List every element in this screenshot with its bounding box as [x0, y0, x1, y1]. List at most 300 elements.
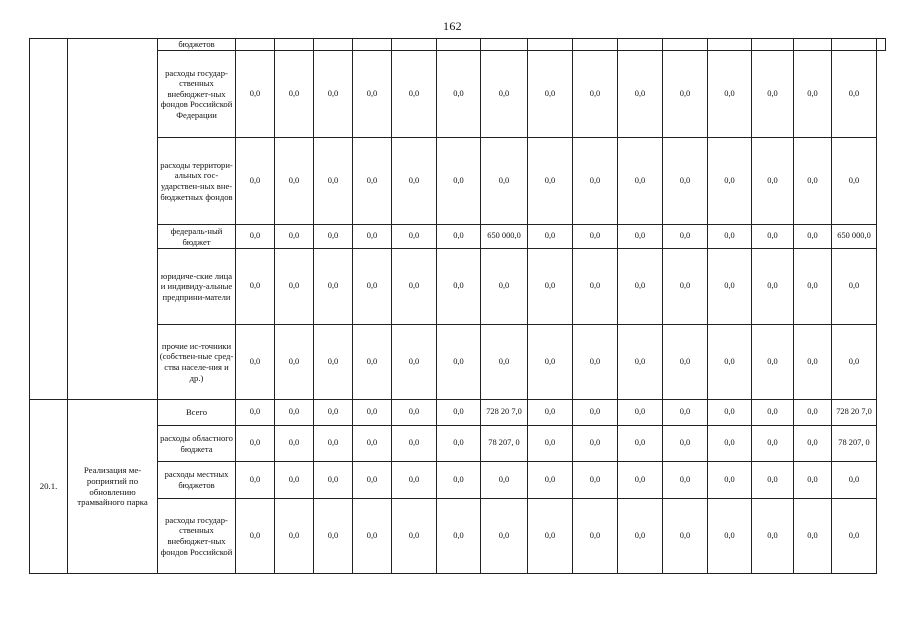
item-name-cell	[68, 39, 158, 400]
value-text: 0,0	[249, 281, 261, 291]
value-text: 0,0	[679, 407, 691, 417]
value-text: 0,0	[848, 281, 860, 291]
value-text: 0,0	[453, 231, 464, 241]
value-cell	[663, 138, 708, 225]
value-text: 0,0	[679, 88, 691, 98]
value-cell	[236, 225, 275, 249]
funding-source: прочие ис-точники (собствен-ные сред-ства населе-ния и др.)	[158, 325, 236, 400]
value-text: 0,0	[498, 530, 510, 540]
value-text: 650 000,0	[487, 231, 521, 241]
value-cell	[618, 51, 663, 138]
value-text: 0,0	[767, 438, 778, 448]
value-cell	[353, 225, 392, 249]
value-text: 0,0	[589, 356, 601, 366]
funding-source: расходы областного бюджета	[158, 426, 236, 462]
value-cell	[481, 138, 528, 225]
value-cell	[663, 400, 708, 426]
value-cell	[236, 462, 275, 499]
value-text: 0,0	[408, 356, 420, 366]
value-text: 0,0	[634, 356, 646, 366]
value-text: 0,0	[249, 88, 261, 98]
value-text: 0,0	[288, 438, 300, 448]
value-cell	[708, 249, 752, 325]
value-text: 0,0	[453, 407, 464, 417]
value-cell	[794, 325, 832, 400]
value-cell	[708, 39, 752, 51]
value-text: 78 207, 0	[488, 438, 520, 448]
item-name: Реализация ме-роприятий по обновлению трамвайного парка	[68, 400, 158, 574]
value-text: 0,0	[288, 88, 300, 98]
value-cell	[528, 325, 573, 400]
value-cell	[528, 400, 573, 426]
value-text: 0,0	[544, 231, 556, 241]
funding-source: бюджетов	[158, 39, 236, 51]
value-cell	[275, 225, 314, 249]
value-cell	[353, 51, 392, 138]
value-text: 0,0	[544, 438, 556, 448]
value-text: 0,0	[498, 175, 510, 185]
value-text: 0,0	[634, 231, 646, 241]
value-text: 0,0	[544, 175, 556, 185]
value-cell	[437, 51, 481, 138]
value-text: 0,0	[589, 438, 601, 448]
value-cell	[353, 325, 392, 400]
value-cell	[832, 325, 877, 400]
value-cell	[236, 249, 275, 325]
value-cell	[573, 249, 618, 325]
value-text: 728 20 7,0	[486, 407, 522, 417]
value-text: 0,0	[848, 88, 860, 98]
value-text: 0,0	[807, 281, 818, 291]
page-number: 162	[443, 19, 462, 33]
value-cell	[573, 499, 618, 574]
value-cell	[275, 400, 314, 426]
value-text: 0,0	[453, 175, 464, 185]
value-text: 0,0	[498, 474, 510, 484]
value-text: 0,0	[327, 356, 339, 366]
value-cell	[528, 462, 573, 499]
value-cell	[392, 462, 437, 499]
value-cell	[392, 325, 437, 400]
value-text: 0,0	[408, 175, 420, 185]
funding-source: юридиче-ские лица и индивиду-альные предприни-матели	[158, 249, 236, 325]
value-cell	[573, 138, 618, 225]
value-text: 0,0	[327, 281, 339, 291]
value-cell	[275, 499, 314, 574]
value-cell	[314, 325, 353, 400]
value-text: 0,0	[249, 231, 261, 241]
value-text: 0,0	[807, 356, 818, 366]
table-row	[30, 400, 886, 426]
value-text: 0,0	[634, 474, 646, 484]
value-cell	[708, 499, 752, 574]
value-cell	[752, 249, 794, 325]
table-row	[30, 325, 886, 400]
value-cell	[794, 400, 832, 426]
value-text: 0,0	[327, 88, 339, 98]
value-text: 0,0	[408, 231, 420, 241]
value-cell	[794, 39, 832, 51]
value-cell	[528, 499, 573, 574]
value-text: 0,0	[807, 88, 818, 98]
value-cell	[708, 462, 752, 499]
value-text: 0,0	[498, 356, 510, 366]
value-cell	[708, 400, 752, 426]
value-text: 0,0	[724, 175, 735, 185]
value-cell	[528, 249, 573, 325]
value-cell	[794, 225, 832, 249]
value-text: 0,0	[589, 231, 601, 241]
value-text: 0,0	[679, 175, 691, 185]
value-text: 0,0	[589, 175, 601, 185]
value-text: 0,0	[327, 407, 339, 417]
table-row	[30, 249, 886, 325]
value-text: 0,0	[724, 530, 735, 540]
funding-source: расходы государ-ственных внебюджет-ных фондов Российской	[158, 499, 236, 574]
value-text: 0,0	[589, 530, 601, 540]
funding-source: Всего	[158, 400, 236, 426]
value-text: 0,0	[589, 474, 601, 484]
value-cell	[618, 39, 663, 51]
value-cell	[663, 249, 708, 325]
value-text: 0,0	[634, 438, 646, 448]
value-cell	[752, 462, 794, 499]
value-text: 0,0	[767, 356, 778, 366]
value-text: 0,0	[288, 474, 300, 484]
value-cell	[236, 400, 275, 426]
value-text: 0,0	[589, 88, 601, 98]
value-text: 0,0	[249, 530, 261, 540]
value-text: 0,0	[767, 474, 778, 484]
value-text: 0,0	[498, 281, 510, 291]
value-cell	[353, 400, 392, 426]
value-cell	[275, 51, 314, 138]
value-text: 0,0	[634, 530, 646, 540]
value-text: 0,0	[544, 88, 556, 98]
value-text: 0,0	[366, 281, 378, 291]
value-cell	[314, 39, 353, 51]
value-cell	[832, 462, 877, 499]
value-cell	[437, 400, 481, 426]
value-text: 0,0	[498, 88, 510, 98]
value-text: 0,0	[848, 530, 860, 540]
table-row	[30, 499, 886, 574]
value-text: 0,0	[453, 88, 464, 98]
value-text: 0,0	[327, 231, 339, 241]
value-text: 0,0	[366, 407, 378, 417]
value-text: 0,0	[544, 474, 556, 484]
value-text: 0,0	[724, 474, 735, 484]
value-text: 0,0	[767, 281, 778, 291]
value-text: 0,0	[408, 281, 420, 291]
value-cell	[663, 499, 708, 574]
value-cell	[663, 51, 708, 138]
value-text: 0,0	[679, 231, 691, 241]
value-cell	[314, 462, 353, 499]
value-cell	[481, 426, 528, 462]
value-cell	[481, 325, 528, 400]
value-cell	[832, 400, 877, 426]
value-text: 0,0	[679, 474, 691, 484]
value-cell	[832, 499, 877, 574]
table-row	[30, 138, 886, 225]
value-cell	[752, 426, 794, 462]
value-cell	[877, 39, 886, 51]
value-cell	[353, 499, 392, 574]
value-cell	[832, 426, 877, 462]
value-text: 0,0	[366, 231, 378, 241]
value-text: 0,0	[327, 438, 339, 448]
value-cell	[832, 51, 877, 138]
value-text: 0,0	[679, 530, 691, 540]
value-cell	[832, 225, 877, 249]
value-cell	[708, 426, 752, 462]
funding-source: расходы государ-ственных внебюджет-ных фондов Российской Федерации	[158, 51, 236, 138]
value-cell	[392, 138, 437, 225]
value-text: 0,0	[288, 356, 300, 366]
value-cell	[528, 138, 573, 225]
value-text: 0,0	[679, 356, 691, 366]
value-cell	[392, 249, 437, 325]
value-cell	[618, 462, 663, 499]
table-row	[30, 39, 886, 51]
value-cell	[794, 462, 832, 499]
value-cell	[314, 249, 353, 325]
value-cell	[618, 400, 663, 426]
value-text: 728 20 7,0	[836, 407, 872, 417]
value-text: 0,0	[408, 474, 420, 484]
item-number: 20.1.	[30, 400, 68, 574]
value-cell	[708, 225, 752, 249]
value-cell	[528, 426, 573, 462]
value-cell	[708, 51, 752, 138]
value-cell	[392, 39, 437, 51]
value-cell	[481, 39, 528, 51]
value-cell	[573, 426, 618, 462]
value-cell	[573, 225, 618, 249]
table-row	[30, 426, 886, 462]
value-text: 0,0	[366, 530, 378, 540]
value-cell	[236, 51, 275, 138]
value-text: 0,0	[679, 281, 691, 291]
value-cell	[528, 51, 573, 138]
funding-source: федераль-ный бюджет	[158, 225, 236, 249]
value-cell	[618, 426, 663, 462]
continuation-rows	[30, 39, 886, 400]
value-text: 0,0	[807, 438, 818, 448]
value-text: 0,0	[408, 530, 420, 540]
value-text: 0,0	[807, 231, 818, 241]
value-text: 0,0	[453, 356, 464, 366]
value-text: 0,0	[366, 175, 378, 185]
value-cell	[392, 499, 437, 574]
value-cell	[314, 225, 353, 249]
value-text: 0,0	[724, 88, 735, 98]
value-text: 0,0	[366, 88, 378, 98]
value-cell	[752, 325, 794, 400]
value-cell	[752, 39, 794, 51]
value-text: 0,0	[589, 281, 601, 291]
value-text: 0,0	[288, 530, 300, 540]
value-text: 0,0	[288, 407, 300, 417]
value-text: 0,0	[366, 474, 378, 484]
value-cell	[392, 400, 437, 426]
value-text: 0,0	[848, 474, 860, 484]
table-row	[30, 462, 886, 499]
value-cell	[663, 225, 708, 249]
value-cell	[481, 51, 528, 138]
value-text: 78 207, 0	[838, 438, 870, 448]
value-cell	[663, 39, 708, 51]
value-cell	[481, 225, 528, 249]
value-cell	[314, 426, 353, 462]
section-20-1-rows	[30, 400, 886, 574]
value-text: 0,0	[848, 356, 860, 366]
value-cell	[618, 249, 663, 325]
value-cell	[794, 51, 832, 138]
value-text: 0,0	[544, 530, 556, 540]
value-text: 0,0	[288, 175, 300, 185]
value-cell	[481, 249, 528, 325]
value-cell	[832, 39, 877, 51]
value-cell	[573, 51, 618, 138]
value-text: 0,0	[249, 474, 261, 484]
value-cell	[437, 225, 481, 249]
value-cell	[437, 499, 481, 574]
value-text: 0,0	[249, 407, 261, 417]
value-text: 0,0	[366, 438, 378, 448]
table-row	[30, 51, 886, 138]
value-text: 0,0	[327, 175, 339, 185]
value-cell	[275, 325, 314, 400]
value-cell	[236, 499, 275, 574]
value-text: 0,0	[589, 407, 601, 417]
value-text: 0,0	[767, 407, 778, 417]
value-text: 0,0	[767, 88, 778, 98]
value-cell	[794, 426, 832, 462]
value-text: 0,0	[366, 356, 378, 366]
funding-source: расходы местных бюджетов	[158, 462, 236, 499]
value-cell	[573, 462, 618, 499]
value-cell	[437, 249, 481, 325]
value-cell	[353, 462, 392, 499]
value-cell	[236, 39, 275, 51]
value-text: 0,0	[679, 438, 691, 448]
value-cell	[573, 400, 618, 426]
value-cell	[752, 138, 794, 225]
value-cell	[794, 499, 832, 574]
value-text: 0,0	[807, 530, 818, 540]
value-text: 0,0	[767, 530, 778, 540]
value-text: 0,0	[767, 231, 778, 241]
value-cell	[708, 325, 752, 400]
value-cell	[314, 138, 353, 225]
value-cell	[437, 39, 481, 51]
value-cell	[353, 39, 392, 51]
value-text: 0,0	[453, 474, 464, 484]
value-cell	[832, 249, 877, 325]
value-text: 0,0	[453, 438, 464, 448]
value-cell	[663, 462, 708, 499]
value-text: 0,0	[408, 407, 420, 417]
value-text: 0,0	[544, 281, 556, 291]
value-text: 0,0	[848, 175, 860, 185]
value-cell	[618, 138, 663, 225]
value-text: 0,0	[634, 88, 646, 98]
value-text: 0,0	[288, 231, 300, 241]
value-text: 0,0	[288, 281, 300, 291]
value-cell	[752, 225, 794, 249]
value-cell	[392, 426, 437, 462]
value-cell	[437, 325, 481, 400]
value-text: 0,0	[249, 438, 261, 448]
item-number-cell	[30, 39, 68, 400]
value-text: 0,0	[408, 438, 420, 448]
value-cell	[275, 462, 314, 499]
value-cell	[353, 426, 392, 462]
value-cell	[275, 426, 314, 462]
value-cell	[528, 225, 573, 249]
value-cell	[663, 426, 708, 462]
value-cell	[752, 499, 794, 574]
value-text: 0,0	[724, 281, 735, 291]
value-cell	[437, 462, 481, 499]
value-text: 0,0	[327, 530, 339, 540]
value-cell	[392, 225, 437, 249]
value-cell	[236, 426, 275, 462]
value-cell	[314, 51, 353, 138]
value-cell	[573, 325, 618, 400]
value-text: 0,0	[249, 356, 261, 366]
value-cell	[663, 325, 708, 400]
value-cell	[353, 249, 392, 325]
value-text: 0,0	[767, 175, 778, 185]
value-cell	[481, 400, 528, 426]
value-cell	[275, 39, 314, 51]
value-text: 0,0	[634, 175, 646, 185]
value-cell	[275, 138, 314, 225]
value-cell	[353, 138, 392, 225]
value-cell	[481, 462, 528, 499]
value-text: 0,0	[634, 407, 646, 417]
value-text: 0,0	[453, 530, 464, 540]
value-text: 0,0	[634, 281, 646, 291]
value-text: 0,0	[724, 231, 735, 241]
value-text: 650 000,0	[837, 231, 871, 241]
value-cell	[573, 39, 618, 51]
budget-table	[29, 38, 886, 574]
table-row	[30, 225, 886, 249]
value-cell	[236, 138, 275, 225]
value-cell	[618, 499, 663, 574]
value-cell	[236, 325, 275, 400]
value-cell	[832, 138, 877, 225]
value-cell	[794, 138, 832, 225]
value-text: 0,0	[807, 175, 818, 185]
value-text: 0,0	[724, 438, 735, 448]
value-cell	[708, 138, 752, 225]
value-text: 0,0	[544, 407, 556, 417]
value-cell	[437, 426, 481, 462]
value-text: 0,0	[544, 356, 556, 366]
value-cell	[314, 499, 353, 574]
value-cell	[618, 225, 663, 249]
value-cell	[437, 138, 481, 225]
value-cell	[392, 51, 437, 138]
value-text: 0,0	[327, 474, 339, 484]
value-cell	[618, 325, 663, 400]
value-text: 0,0	[453, 281, 464, 291]
